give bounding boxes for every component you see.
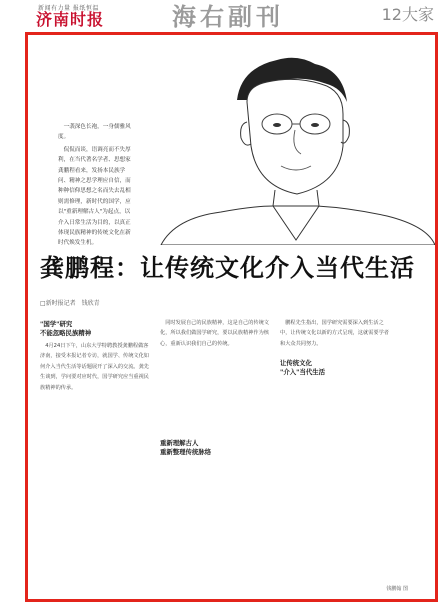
column-2-text: 同时发展自己的民族精神，这是自己的传统文化，所以我们做国学研究，要以民族精神作为核心，重新认识我们自己的传统。 [160, 320, 269, 347]
page-label: 12大家 [381, 5, 434, 24]
intro-paragraph: 一袭深色长袍，一身儒雅风度。 [58, 124, 131, 141]
intro-text [58, 122, 132, 251]
portrait-illustration [155, 40, 435, 245]
byline: □新时报记者 钱欣青 [40, 300, 100, 307]
headline: 龚鹏程：让传统文化介入当代生活 [40, 253, 415, 282]
column-3-text: 鹏程先生指出，国学研究需要深入到生活之中，让传统文化以新的方式呈现，这就需要学者和大众共同努力。 [280, 320, 389, 347]
column-1 [40, 318, 150, 588]
column-2-subheading: 重新理解古人 重新整理传统脉络 [160, 439, 212, 457]
column-1-text: 4月24日下午，山东大学特聘教授龚鹏程做客济南，接受本报记者专访，就国学、传统文化如何介入当代生活等话题展开了深入的交流。龚先生谈到，学问要对应时代，国学研究应当重视民族精神的传承。 [40, 343, 149, 391]
column-3-subheading: 让传统文化 "介入"当代生活 [280, 359, 326, 377]
illustration-credit: 钱鹏翰 图 [386, 586, 408, 592]
intro-paragraph: 侃侃而谈，语调亮而不失厚利，在当代著名学者、思想家龚鹏程看来，发扬本民族学问、精神之思学理应自信，而种种信仰思想之名而失去乱相则需修理，新时代的国学，应以"重新理解古人"为起点，以介入日常生活为目的，以真正体现民族精神的传统文化在新时代焕发生机。 [58, 146, 131, 247]
column-2 [160, 318, 270, 588]
column-1-subheading: "国学"研究 不能忽略民族精神 [40, 320, 92, 337]
section-title: 海右副刊 [172, 3, 284, 31]
masthead-slogan: 新闻有力量 报纸恒温 [38, 5, 99, 12]
masthead [0, 0, 448, 32]
column-3 [280, 318, 390, 588]
newspaper-logo: 济南时报 [36, 10, 105, 29]
